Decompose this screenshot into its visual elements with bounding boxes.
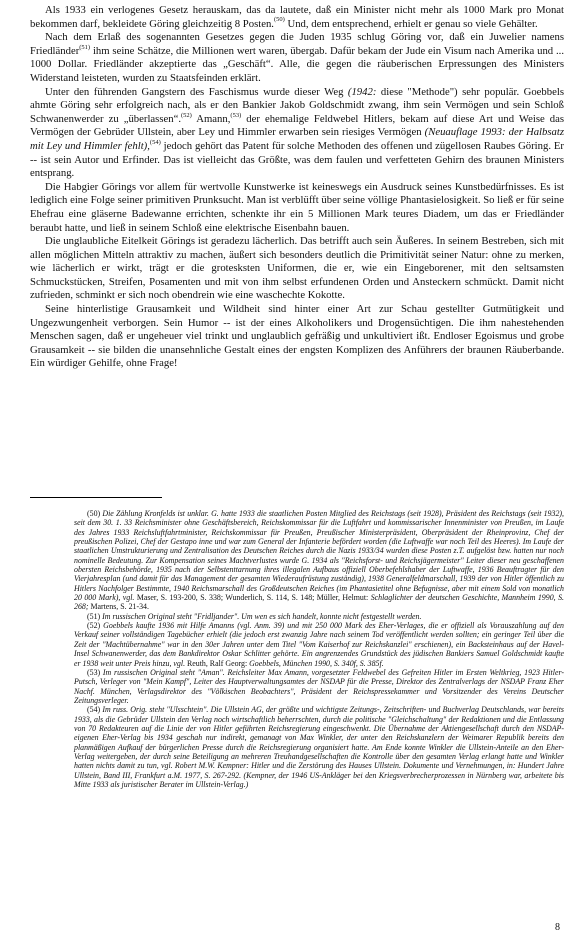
body-paragraph [30, 181, 564, 235]
footnote-marker: (50) [273, 16, 285, 24]
page-number: 8 [555, 922, 560, 933]
footnote [74, 509, 564, 612]
text-run: Als 1933 ein verlogenes Gesetz herauskam, das da lautete, daß ein Minister nicht mehr als 1000 Mark pro Monat bekommen darf, bekleidete Göring gleichzeitig 8 Posten. [30, 4, 564, 30]
footnotes [74, 509, 564, 789]
footnote-text: Im russischen Original steht "Fridljander". Um wen es sich handelt, konnte nicht festgestellt werden. [102, 611, 422, 621]
footnote-number: (54) [87, 705, 101, 715]
footnote-text: Schlaglichter der deutschen Geschichte, Mannheim 1990, S. 268; [74, 593, 564, 612]
footnote-text: Goebbels, München 1990, S. 340f, S. 385f. [249, 658, 384, 668]
body-paragraph [30, 86, 564, 181]
footnote-text: Im russischen Original steht "Aman". Reichsleiter Max Amann, vorgesetzter Feldwebel des Gefreiten Hitler im Ersten Weltkrieg, 1923 Hitler-Putsch, Verleger von "Mein Kampf", Leiter des Hauptverwaltungsamtes der NSDAP für die Presse, Direktor des Zentralverlags der NSDAP Franz Eher Nachf. München, Verlagsdirektor des "Völkischen Beobachters", Präsident der Reichspressekammer und Vorsitzender des Vereins Deutscher Zeitungsverleger. [74, 667, 564, 705]
footnote-text: Im russ. Orig. steht "Ulsschtein". Die Ullstein AG, der größte und wichtigste Zeitungs-, Zeitschriften- und Buchverlag Deutschlands, war bereits 1933, als die Gebrüder Ullstein den Verlag noch wirtschaftlich beherrschten, durch die politische "Gleichschaltung" der Redaktionen und die Entlassung von 70 Redakteuren auf die Linie der von Hitler geführten Reichsregierung eingeschwenkt. Die Übernahme der Aktiengesellschaft durch den NSDAP-eigenen Eher-Verlag bis 1934 geschah nur indirekt, gemanagt von Max Winkler, der unter den Reichskanzlern der Weimarer Republik bereits den planmäßigen Aufkauf der bürgerlichen Presse durch die Reichsregierung organisiert hatte. Am Ende konnte Winkler die Ullstein-Anteile an den Eher-Verlag weitergeben, der durch seine Beteiligung an mehreren Treuhandgesellschaften die Kontrolle über den gesamten Verlag erlangt hatte und Winkler hatten nichts damit zu tun, vgl. Robert M.W. Kempner: Hitler und die Zerstörung des Hauses Ullstein. Dokumente und Vernehmungen, in: Hundert Jahre Ullstein, Band III, Frankfurt a.M. 1977, S. 267-292. (Kempner, der 1946 US-Ankläger bei den Kriegsverbrecherprozessen in Nürnberg war, arbeitete bis Mitte 1933 als juristischer Berater im Ullstein-Verlag.) [74, 705, 564, 789]
text-run: Seine hinterlistige Grausamkeit und Wildheit sind hinter einer Art zur Schau gestellter Gutmütigkeit und Ungezwungenheit verborgen. Sein Humor -- ist der eines Alkoholikers und Drogensüchtigen. Die ihm nahestehenden Menschen sagen, daß er ungeheuer viel trinkt und unglaublich gefräßig und unkultiviert ißt. Endloser Egoismus und grobe Grausamkeit -- sie bilden die unansehnliche Gestalt eines der engsten Komplizen des Anführers der braunen Räuberbande. Ein würdiger Gehilfe, ohne Frage! [30, 303, 564, 370]
footnote-marker: (53) [230, 111, 242, 119]
footnote [74, 621, 564, 668]
footnote-marker: (54) [149, 138, 161, 146]
footnote-reference: Reuth, Ralf Georg: [187, 658, 250, 668]
footnote-text: Die Zählung Kronfelds ist unklar. G. hatte 1933 die staatlichen Posten Mitglied des Reichstags (seit 1928), Präsident des Reichstags (seit 1932), seit dem 30. 1. 33 Reichsminister ohne Geschäftsbereich, Reichskommissar für die Luftfahrt und kommissarischer Innenminister von Preußen, im Laufe des Jahres 1933 Reichsluftfahrtminister, Reichskommissar für Preußen, Preußischer Ministerpräsident, Oberpräsident der Rheinprovinz, Chef der preußischen Polizei, Chef der Gestapo inne und war zum General der Infanterie befördert worden (die Luftwaffe war noch Teil des Heeres). Im Laufe der staatlichen Umstrukturierung und Zentralisation des Deutschen Reiches durch die Nazis 1933/34 wurden diese Posten z.T. aufgelöst bzw. hatten nur noch nominelle Bedeutung. Zur Kompensation seines Machtverlustes wurde G. 1934 als "Reichsforst- und Reichsjägermeister" Leiter dieser neu geschaffenen obersten Reichsbehörde, 1935 nach der Selbstenttarnung ihres illegalen Aufbaus offiziell Oberbefehlshaber der Luftwaffe, 1936 Beauftragter für den Vierjahresplan (und damit für das Management der gesamten Wiederaufrüstung zuständig), 1938 Generalfeldmarschall, 1939 der von Hitler öffentlich zu Hitlers Nachfolger Bestimmte, 1940 Reichsmarschall des Großdeutschen Reiches (im Phantasietitel ohne Befugnisse, aber mit einem Sold von monatlich 20 000 Mark), vgl. [74, 509, 564, 603]
footnote-number: (51) [87, 611, 101, 621]
footnote [74, 705, 564, 789]
footnote-reference: Martens, S. 21-34. [90, 602, 149, 612]
text-run: ihm seine Schätze, die Millionen wert waren, übergab. Dafür bekam der Jude ein Visum nach Amerika und ... 1000 Dollar. Friedländer akzeptierte das „Geschäft“. Alle, die gegen die räuberischen Erpressungen des Ministers Widerstand leisteten, wurden zu Staatsfeinden erklärt. [30, 44, 564, 84]
footnote-marker: (52) [181, 111, 192, 119]
text-run: Amann, [191, 112, 231, 125]
body-paragraph [30, 4, 564, 31]
footnote-separator [30, 497, 162, 498]
footnote-text: Goebbels kaufte 1936 mit Hilfe Amanns (vgl. Anm. 39) und mit 250 000 Mark des Eher-Verlages, die er offiziell als Vorauszahlung auf den Verkauf seiner vollständigen Tagebücher erhielt (die jedoch erst zwanzig Jahre nach seinem Tod veröffentlicht werden sollten; ein geringer Teil über die Zeit der "Machtübernahme" war in den 30er Jahren unter dem Titel "Vom Kaiserhof zur Reichskanzlei" erschienen), ein Backsteinhaus auf der Havel-Insel Schwanenwerder, das dem Bankdirektor Oskar Schlitter gehörte. Ein angrenzendes Grundstück des jüdischen Bankiers Samuel Goldschmidt kaufte er 1938 weit unter Preis hinzu, vgl. [74, 621, 564, 668]
text-run: der ehemalige Feldwebel Hitlers, bekam auf diese Art und Weise das Vermögen der Gebrüder Ullstein, aber Ley und Himmler erwarben sein riesiges Vermögen [30, 112, 565, 139]
text-run: Nach dem Erlaß des sogenannten Gesetzes gegen die Juden 1935 schlug Göring vor, daß ein Juwelier namens Friedländer [30, 31, 564, 57]
footnote-number: (50) [87, 509, 101, 518]
italic-note: (1942: [347, 85, 377, 98]
text-run: Unter den führenden Gangstern des Faschismus wurde dieser Weg [45, 85, 348, 98]
italic-note: (Neuauflage 1993: der Halbsatz mit Ley und Himmler fehlt), [30, 126, 564, 152]
footnote-reference: Maser, S. 193-200, S. 338; Wunderlich, S. 114, S. 148; Müller, Helmut: [136, 593, 371, 603]
footnote-marker: (51) [79, 43, 91, 51]
footnote-number: (53) [87, 667, 101, 677]
body-paragraph [30, 235, 564, 303]
footnote [74, 612, 564, 621]
body-paragraph [30, 31, 564, 85]
main-text [30, 4, 564, 371]
text-run: diese "Methode") sehr populär. Goebbels ahmte Göring sehr erfolgreich nach, als er den Bankier Jakob Goldschmidt zwang, ihm sein Vermögen und sein Schloß Schwanenwerder zu „überlassen“. [30, 85, 564, 125]
footnote [74, 668, 564, 705]
text-run: Die unglaubliche Eitelkeit Görings ist geradezu lächerlich. Das betrifft auch sein Äußeres. In seinem Bestreben, sich mit allen möglichen Mitteln attraktiv zu machen, äußert sich besonders deutlich die Primitivität seiner Natur: ohne zu merken, wie lächerlich er wirkt, trägt er die grotesksten Uniformen, die er, wie ein Eingeborener, mit den seltsamsten Schmuckstücken, Streifen, Posamenten und mit von ihm selbst erfundenen Orden und Ansteckern schmückt. Damit nicht zufrieden, schminkt er sich noch obendrein wie eine waschechte Kokotte. [30, 235, 564, 302]
text-run: jedoch gehört das Patent für solche Methoden des offenen und zügellosen Raubes Göring. Er -- ist sein Autor und Erfinder. Das ist vielleicht das Größte, was dem faulen und verfetteten Gehirn des braunen Ministers entsprang. [30, 139, 564, 180]
footnote-number: (52) [87, 621, 101, 631]
text-run: Die Habgier Görings vor allem für wertvolle Kunstwerke ist keineswegs ein Ausdruck seines Kunstbedürfnisses. Es ist lediglich eine Folge seiner primitiven Prunksucht. Man ist verblüfft über seine völlige Phantasielosigkeit. So ließ er für seine Ehefrau eine gläserne Badewanne errichten, schenkte ihr ein 5 Millionen Mark teures Diadem, um das er Friedländer beraubt hatte, und ließ in seinem Schloß eine elektrische Eisenbahn bauen. [30, 180, 564, 234]
text-run: Und, dem entsprechend, erhielt er genau so viele Gehälter. [284, 17, 538, 30]
body-paragraph [30, 303, 564, 371]
